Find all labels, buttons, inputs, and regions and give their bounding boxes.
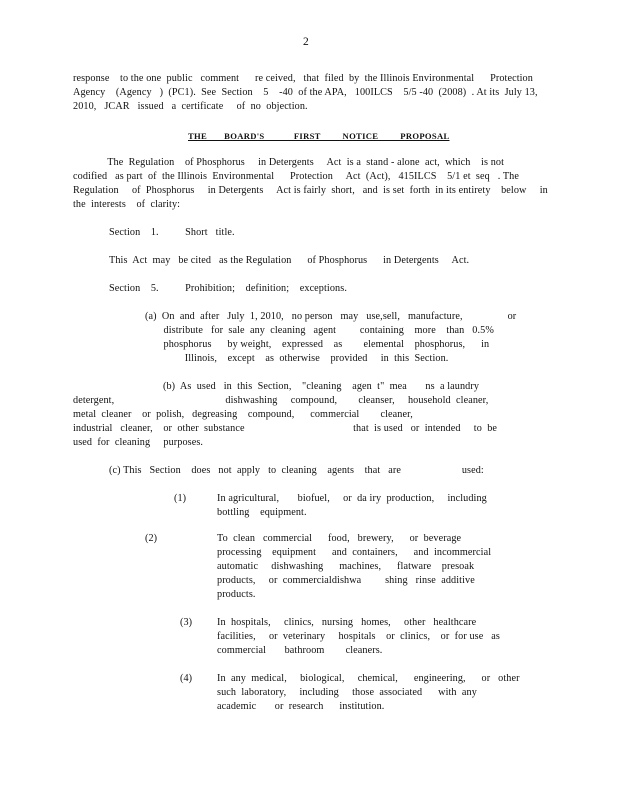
item-line: In hospitals, clinics, nursing homes, other healthcare <box>217 617 477 628</box>
subsection-b-line: used for cleaning purposes. <box>73 437 204 448</box>
item-line: facilities, or veterinary hospitals or clinics, or for use as <box>217 631 500 642</box>
section-5-title: Section 5. Prohibition; definition; exceptions. <box>109 283 347 294</box>
act-citation-line: This Act may be cited as the Regulation of Phosphorus in Detergents Act. <box>109 255 470 266</box>
item-line: To clean commercial food, brewery, or beverage <box>217 533 462 544</box>
body-line: the interests of clarity: <box>73 199 181 210</box>
item-line: automatic dishwashing machines, flatware presoak <box>217 561 475 572</box>
subsection-a-line: Illinois, except as otherwise provided in this Section. <box>145 353 449 364</box>
page-number: 2 <box>303 36 309 48</box>
body-line: codified as part of the Illinois Environmental Protection Act (Act), 415ILCS 5/1 et seq . The <box>73 171 519 182</box>
item-line: commercial bathroom cleaners. <box>217 645 383 656</box>
subsection-a-line: distribute for sale any cleaning agent containing more than 0.5% <box>145 325 494 336</box>
item-line: processing equipment and containers, and incommercial <box>217 547 492 558</box>
intro-line: Agency (Agency ) (PC1). See Section 5 -40 of the APA, 100ILCS 5/5 -40 (2008) . At its July 13, <box>73 87 538 98</box>
section-1-title: Section 1. Short title. <box>109 227 235 238</box>
subsection-a-line: phosphorus by weight, expressed as elemental phosphorus, in <box>145 339 490 350</box>
subsection-b-line: (b) As used in this Section, "cleaning agen t" mea ns a laundry <box>73 381 480 392</box>
subsection-a-line: (a) On and after July 1, 2010, no person may use,sell, manufacture, or <box>145 311 517 322</box>
item-line: products. <box>217 589 256 600</box>
intro-line: 2010, JCAR issued a certificate of no objection. <box>73 101 308 112</box>
section-heading: THE BOARD'S FIRST NOTICE PROPOSAL <box>188 131 450 141</box>
item-number: (3) <box>180 617 193 628</box>
subsection-c-line: (c) This Section does not apply to cleaning agents that are used: <box>109 465 484 476</box>
item-line: In agricultural, biofuel, or da iry production, including <box>217 493 487 504</box>
item-line: bottling equipment. <box>217 507 307 518</box>
item-line: academic or research institution. <box>217 701 385 712</box>
item-number: (2) <box>145 533 158 544</box>
item-number: (1) <box>174 493 187 504</box>
item-line: such laboratory, including those associated with any <box>217 687 477 698</box>
subsection-b-line: metal cleaner or polish, degreasing compound, commercial cleaner, <box>73 409 413 420</box>
item-line: In any medical, biological, chemical, engineering, or other <box>217 673 520 684</box>
item-number: (4) <box>180 673 193 684</box>
subsection-b-line: industrial cleaner, or other substance that is used or intended to be <box>73 423 498 434</box>
subsection-b-line: detergent, dishwashing compound, cleanser, household cleaner, <box>73 395 489 406</box>
body-line: The Regulation of Phosphorus in Detergents Act is a stand - alone act, which is not <box>73 157 505 168</box>
body-line: Regulation of Phosphorus in Detergents Act is fairly short, and is set forth in its entirety below in <box>73 185 548 196</box>
intro-line: response to the one public comment re ceived, that filed by the Illinois Environmental Protection <box>73 73 533 84</box>
item-line: products, or commercialdishwa shing rinse additive <box>217 575 475 586</box>
